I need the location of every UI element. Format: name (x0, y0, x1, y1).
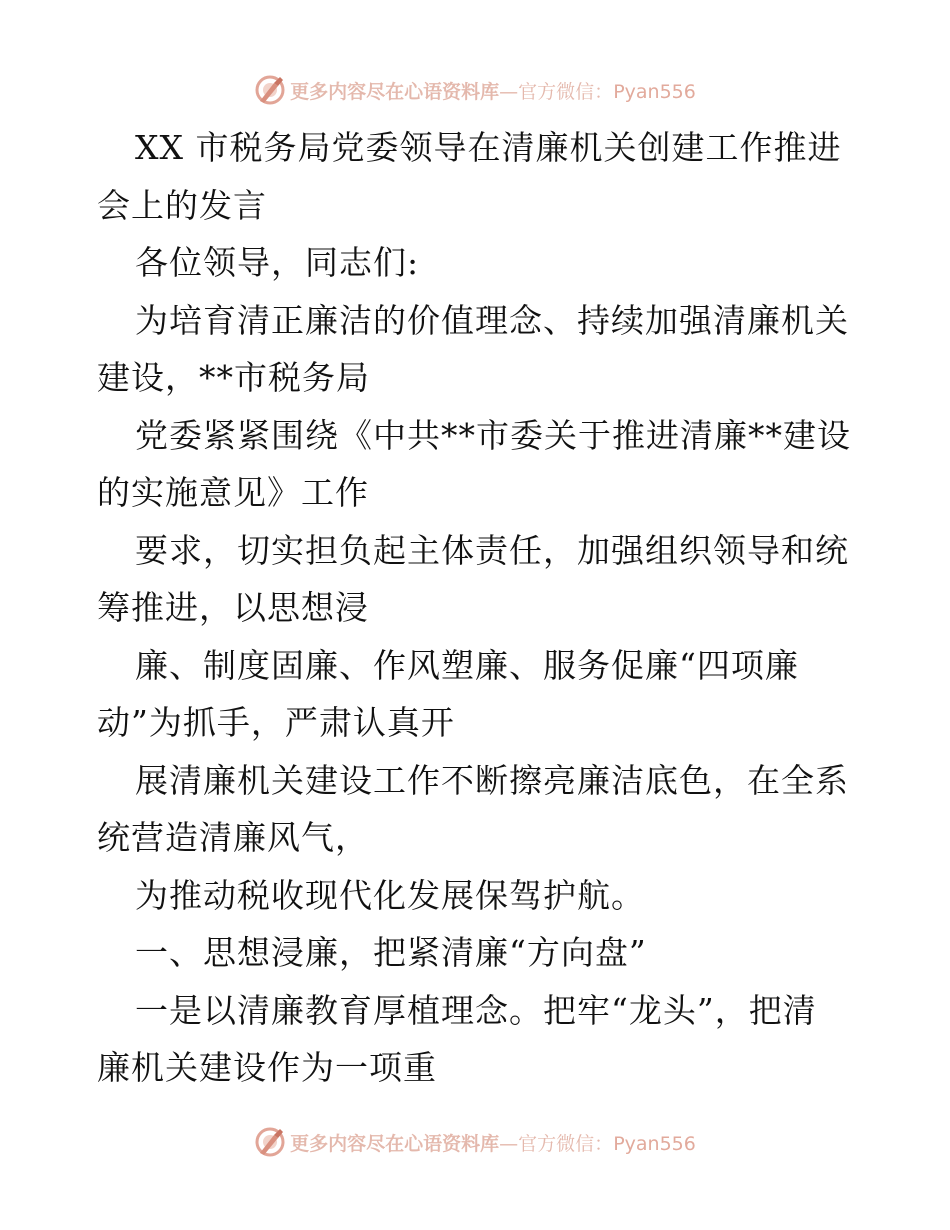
doc-line: 展清廉机关建设工作不断擦亮廉洁底色，在全系 (135, 760, 849, 800)
quill-seal-icon (254, 74, 286, 106)
quill-seal-icon (254, 1126, 286, 1158)
doc-line: 党委紧紧围绕《中共**市委关于推进清廉**建设 (135, 415, 851, 455)
doc-line: 一是以清廉教育厚植理念。把牢“龙头”，把清 (135, 990, 817, 1030)
doc-line: 廉、制度固廉、作风塑廉、服务促廉“四项廉 (135, 645, 799, 685)
doc-line: 动”为抓手，严肃认真开 (97, 703, 455, 742)
doc-section-heading: 一、思想浸廉，把紧清廉“方向盘” (135, 933, 647, 972)
header-watermark (0, 70, 950, 110)
watermark-text: 更多内容尽在心语资料库 (290, 80, 500, 103)
watermark-wechat-id: Pyan556 (613, 80, 696, 103)
doc-line: 筹推进，以思想浸 (97, 588, 369, 627)
footer-watermark (0, 1122, 950, 1162)
doc-line: 统营造清廉风气， (97, 818, 369, 857)
document-body (97, 119, 857, 1097)
doc-line: 廉机关建设作为一项重 (97, 1048, 437, 1087)
doc-line: 建设，**市税务局 (97, 358, 370, 397)
doc-line: 要求，切实担负起主体责任，加强组织领导和统 (135, 530, 849, 570)
watermark-text: 更多内容尽在心语资料库 (290, 1132, 500, 1155)
doc-line: 为培育清正廉洁的价值理念、持续加强清廉机关 (135, 300, 849, 340)
watermark-separator: —官方微信： (499, 1132, 614, 1155)
watermark-wechat-id: Pyan556 (613, 1132, 696, 1155)
doc-title-line-2: 会上的发言 (97, 185, 267, 225)
doc-line: 的实施意见》工作 (97, 473, 369, 512)
doc-salutation: 各位领导，同志们: (135, 243, 420, 282)
watermark-separator: —官方微信： (499, 80, 614, 103)
doc-line: 为推动税收现代化发展保驾护航。 (135, 875, 645, 915)
doc-title-line-1: XX 市税务局党委领导在清廉机关创建工作推进 (135, 128, 842, 167)
